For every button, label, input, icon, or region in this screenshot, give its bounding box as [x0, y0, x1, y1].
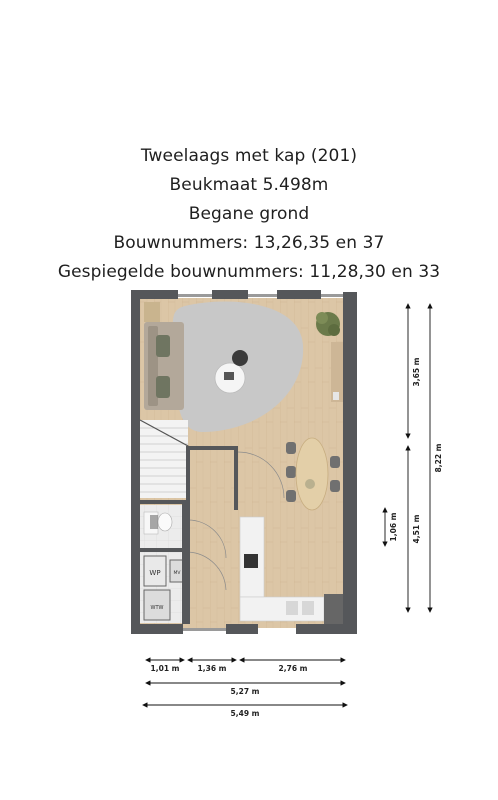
- vertical-dimensions: [385, 304, 430, 612]
- title-line-3: Begane grond: [188, 204, 310, 224]
- dim-8-22: 8,22 m: [434, 443, 443, 473]
- dim-1-06: 1,06 m: [389, 512, 398, 542]
- staircase: [140, 420, 188, 498]
- dim-2-76: 2,76 m: [278, 664, 308, 673]
- title-line-1: Tweelaags met kap (201): [140, 146, 358, 166]
- dim-5-49: 5,49 m: [230, 709, 260, 718]
- dim-4-51: 4,51 m: [412, 514, 421, 544]
- dim-5-27: 5,27 m: [230, 687, 260, 696]
- dim-3-65: 3,65 m: [412, 357, 421, 387]
- mv-label: MV: [173, 571, 181, 576]
- plant-icon: [316, 312, 340, 336]
- title-line-2: Beukmaat 5.498m: [169, 175, 329, 195]
- wtw-label: WTW: [150, 605, 164, 611]
- dim-1-36: 1,36 m: [197, 664, 227, 673]
- title-line-5: Gespiegelde bouwnummers: 11,28,30 en 33: [57, 262, 441, 282]
- dim-1-01: 1,01 m: [150, 664, 180, 673]
- coffee-table-small: [232, 350, 248, 366]
- title-line-4: Bouwnummers: 13,26,35 en 37: [113, 233, 385, 253]
- toilet-icon: [158, 513, 172, 531]
- wp-label: WP: [149, 569, 161, 577]
